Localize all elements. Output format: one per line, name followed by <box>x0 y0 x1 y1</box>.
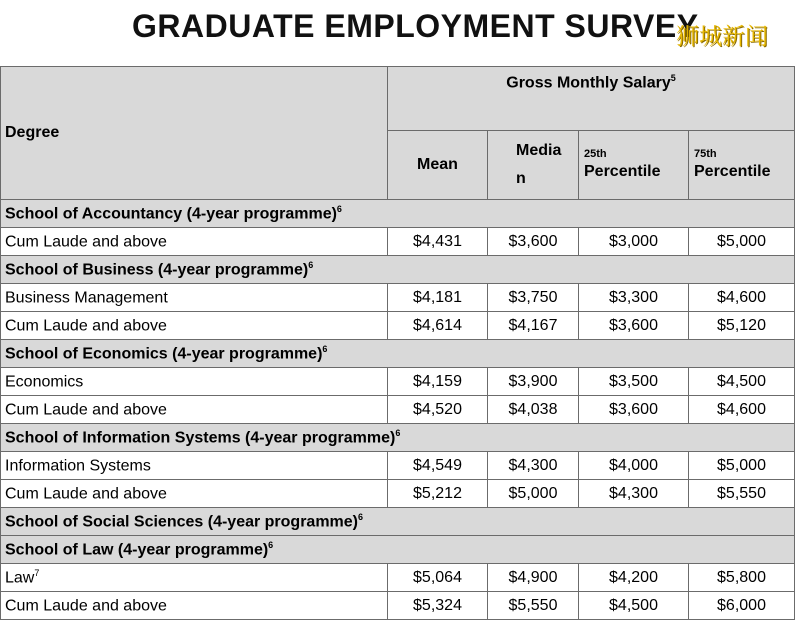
p75-cell: $4,600 <box>689 284 795 312</box>
header-mean <box>388 131 488 200</box>
p25-cell: $4,000 <box>579 452 689 480</box>
school-footnote: 6 <box>395 427 401 438</box>
header-gross-footnote: 5 <box>670 73 676 83</box>
school-footnote: 6 <box>322 343 328 354</box>
table-row <box>1 592 795 620</box>
p75-cell: $5,800 <box>689 564 795 592</box>
median-cell: $5,550 <box>488 592 579 620</box>
mean-cell: $4,614 <box>388 312 488 340</box>
median-cell: $3,750 <box>488 284 579 312</box>
header-gross-salary <box>388 67 795 131</box>
degree-cell <box>1 396 388 424</box>
header-median-line2: n <box>516 170 526 187</box>
median-cell: $3,900 <box>488 368 579 396</box>
degree-name: Law <box>5 569 35 587</box>
degree-name: Business Management <box>5 289 168 307</box>
school-name: School of Social Sciences (4-year programme) <box>5 513 359 531</box>
degree-cell <box>1 564 388 592</box>
degree-cell <box>1 452 388 480</box>
table-row <box>1 480 795 508</box>
school-footnote: 6 <box>358 511 364 522</box>
school-heading <box>1 536 795 564</box>
header-p25-bottom: Percentile <box>584 163 661 180</box>
table-row <box>1 284 795 312</box>
mean-cell: $4,431 <box>388 228 488 256</box>
mean-cell: $4,549 <box>388 452 488 480</box>
header-gross-label: Gross Monthly Salary <box>506 74 671 92</box>
median-cell: $5,000 <box>488 480 579 508</box>
mean-cell: $4,159 <box>388 368 488 396</box>
median-cell: $4,167 <box>488 312 579 340</box>
median-cell: $4,900 <box>488 564 579 592</box>
mean-cell: $5,064 <box>388 564 488 592</box>
p25-cell: $3,300 <box>579 284 689 312</box>
header-p75-top: 75th <box>694 148 717 160</box>
p25-cell: $4,300 <box>579 480 689 508</box>
school-footnote: 6 <box>308 259 314 270</box>
page-title: GRADUATE EMPLOYMENT SURVEY <box>132 8 699 44</box>
degree-name: Cum Laude and above <box>5 401 167 419</box>
school-heading <box>1 508 795 536</box>
degree-cell <box>1 284 388 312</box>
p75-cell: $4,500 <box>689 368 795 396</box>
degree-name: Economics <box>5 373 84 391</box>
degree-cell <box>1 368 388 396</box>
table-row <box>1 452 795 480</box>
median-cell: $4,038 <box>488 396 579 424</box>
header-degree <box>1 67 388 200</box>
school-heading <box>1 424 795 452</box>
p75-cell: $5,550 <box>689 480 795 508</box>
header-p75 <box>689 131 795 200</box>
watermark: 狮城新闻 <box>676 24 768 50</box>
table-row <box>1 564 795 592</box>
mean-cell: $4,181 <box>388 284 488 312</box>
school-name: School of Business (4-year programme) <box>5 261 309 279</box>
degree-name: Information Systems <box>5 457 151 475</box>
p75-cell: $5,120 <box>689 312 795 340</box>
header-median-line1: Media <box>516 142 562 159</box>
p75-cell: $5,000 <box>689 452 795 480</box>
school-name: School of Law (4-year programme) <box>5 541 269 559</box>
p25-cell: $4,500 <box>579 592 689 620</box>
degree-cell <box>1 480 388 508</box>
table-row <box>1 396 795 424</box>
salary-table <box>0 66 795 620</box>
p25-cell: $3,600 <box>579 396 689 424</box>
mean-cell: $5,324 <box>388 592 488 620</box>
header-mean-label: Mean <box>417 156 458 173</box>
header-p75-bottom: Percentile <box>694 163 771 180</box>
p25-cell: $4,200 <box>579 564 689 592</box>
header-degree-label: Degree <box>5 124 60 141</box>
median-cell: $3,600 <box>488 228 579 256</box>
degree-name: Cum Laude and above <box>5 233 167 251</box>
table-row <box>1 368 795 396</box>
table-row <box>1 312 795 340</box>
school-footnote: 6 <box>336 203 342 214</box>
p25-cell: $3,000 <box>579 228 689 256</box>
school-name: School of Accountancy (4-year programme) <box>5 205 337 223</box>
degree-name: Cum Laude and above <box>5 597 167 615</box>
school-heading <box>1 200 795 228</box>
degree-name: Cum Laude and above <box>5 485 167 503</box>
degree-cell <box>1 228 388 256</box>
school-row <box>1 200 795 228</box>
degree-cell <box>1 312 388 340</box>
p25-cell: $3,600 <box>579 312 689 340</box>
school-name: School of Information Systems (4-year programme) <box>5 429 396 447</box>
salary-table-body <box>1 200 795 620</box>
school-row <box>1 424 795 452</box>
table-row <box>1 228 795 256</box>
header-median <box>488 131 579 200</box>
school-heading <box>1 340 795 368</box>
p75-cell: $5,000 <box>689 228 795 256</box>
school-row <box>1 508 795 536</box>
mean-cell: $5,212 <box>388 480 488 508</box>
header-p25 <box>579 131 689 200</box>
title-bar <box>0 0 796 66</box>
school-name: School of Economics (4-year programme) <box>5 345 323 363</box>
school-row <box>1 536 795 564</box>
degree-cell <box>1 592 388 620</box>
degree-footnote: 7 <box>34 567 40 578</box>
school-row <box>1 340 795 368</box>
school-row <box>1 256 795 284</box>
school-heading <box>1 256 795 284</box>
median-cell: $4,300 <box>488 452 579 480</box>
p25-cell: $3,500 <box>579 368 689 396</box>
mean-cell: $4,520 <box>388 396 488 424</box>
header-p25-top: 25th <box>584 148 607 160</box>
school-footnote: 6 <box>268 539 274 550</box>
p75-cell: $4,600 <box>689 396 795 424</box>
degree-name: Cum Laude and above <box>5 317 167 335</box>
p75-cell: $6,000 <box>689 592 795 620</box>
